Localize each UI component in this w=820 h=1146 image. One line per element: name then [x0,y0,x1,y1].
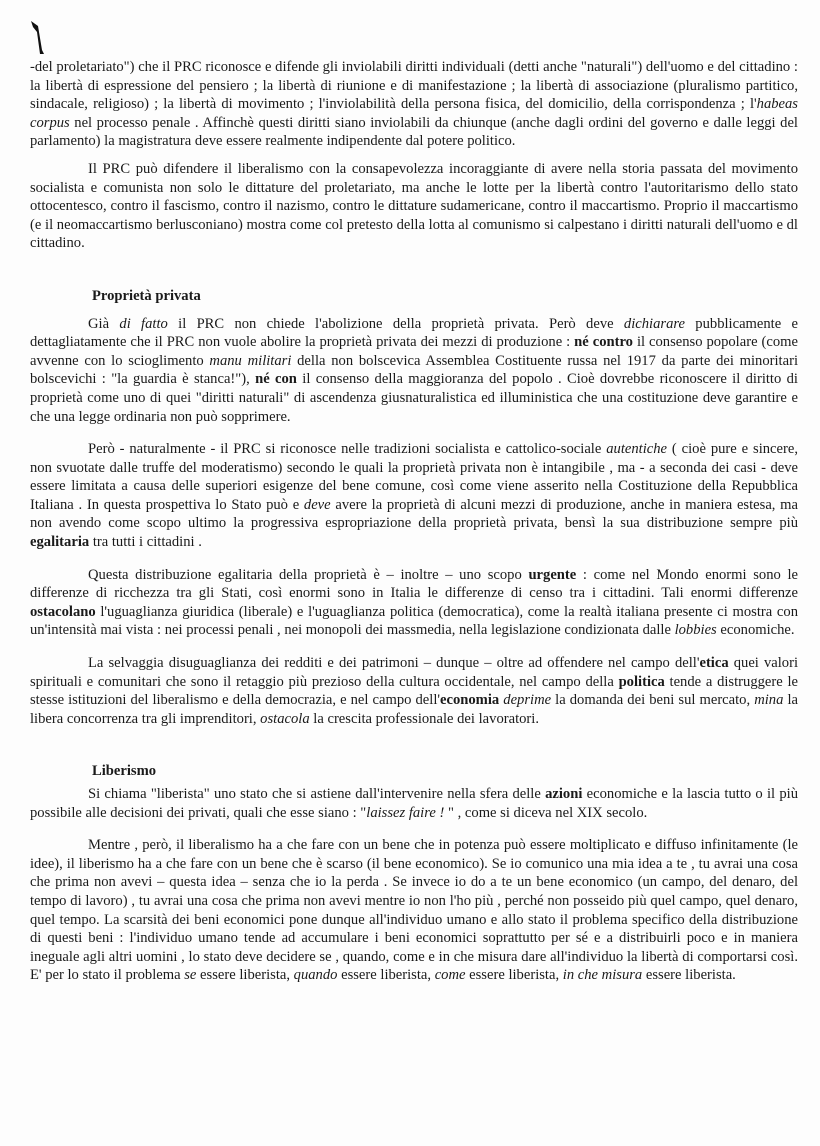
text-run: : come nel Mondo enormi sono le differenze di ricchezza tra gli Stati, così enormi sono in Italia le differenze di censo tra i cittadini. Tali enormi differenze [30,566,798,602]
bold-run: né contro [574,334,633,351]
text-run: essere liberista. [642,967,736,984]
italic-run: laissez faire ! [366,804,445,821]
italic-run: dichiarare [623,315,685,332]
text-run: La selvaggia disuguaglianza dei redditi e dei patrimoni – dunque – oltre ad offendere nel campo dell' [88,655,700,672]
paragraph-diritti [30,58,798,151]
text-run: -del proletariato") che il PRC riconosce e difende gli inviolabili diritti individuali (detti anche "naturali") dell'uomo e del cittadino : la libertà di espressione del pensiero ; la libertà di riunione e di manifestazione ; la libertà di associazione (pluralismo partitico, sindacale, religioso) ; la libertà di movimento ; l'inviolabilità della persona fisica, del domicilio, della corrispondenza ; l' [30,59,798,113]
bold-run: economia [440,692,500,709]
text-run: Mentre , però, il liberalismo ha a che fare con un bene che in potenza può essere moltiplicato e diffuso infinitamente (le idee), il liberismo ha a che fare con un bene che è scarso (il bene economico). Se io comunico una mia idea a te , tu avrai una cosa che prima non avevi – questa idea – senza che io la perda . Se invece io do a te un bene economico (un campo, del denaro, del tempo di lavoro) , tu avrai una cosa che prima non avevi mentre io non l'ho più , perché non posseido più quel campo, quel denaro, quel tempo. La scarsità dei beni economici pone dunque all'individuo umano e allo stato il problema specifico della distribuzione di questi beni : l'individuo umano tende ad accumulare i beni economici soprattutto per sé e a distribuirli poco e in maniera ineguale agli altri uomini , lo stato deve decidere se , quando, come e in che misura dare all'individuo la libertà di comportarsi così. E' per lo stato il problema [30,837,798,984]
italic-run: manu militari [209,352,292,369]
text-run: tende a distruggere le stesse istituzioni del liberalismo e della democrazia, e nel campo dell' [30,673,799,709]
paragraph-distribuzione [30,566,798,640]
paragraph-beni-economici [30,836,798,985]
bold-run: ostacolano [30,603,96,620]
bold-run: né con [255,371,297,388]
italic-run: deve [303,496,331,513]
italic-run: come [434,967,466,984]
italic-run: lobbies [674,622,717,639]
text-run: nel processo penale . Affinchè questi diritti siano inviolabili da chiunque (anche dagli ordini del governo e dalle leggi del parlamento) la magistratura deve essere realmente indipendente dal potere politico. [30,114,798,150]
text-run: economiche. [716,622,795,639]
text-run: Già [88,315,120,332]
italic-run: autentiche [606,441,668,458]
paragraph-disuguaglianza [30,654,798,728]
text-run: tra tutti i cittadini . [89,534,202,551]
italic-run: mina [754,692,784,709]
text-run: della non bolscevica Assemblea Costituente russa nel 1917 da parte dei minoritari bolscevichi : "la guardia è stanca!"), [30,352,799,388]
text-run: avere la proprietà di alcuni mezzi di produzione, anche in maniera estesa, ma non avendo come scopo ultimo la progressiva espropriazione della proprietà privata, bensì la sua distribuzione sempre più [30,496,799,532]
paragraph-liberista [30,785,798,822]
bold-run: azioni [545,786,583,802]
italic-run: di fatto [119,315,168,332]
text-run: Questa distribuzione egalitaria della proprietà è – inoltre – uno scopo [88,566,529,583]
text-run: l'uguaglianza giuridica (liberale) e l'uguaglianza politica (democratica), come la realtà italiana presente ci mostra con un'intensità mai vista : nei processi penali , nei monopoli dei massmedia, nella legislazione condizionata dalle [30,603,798,639]
paragraph-liberalismo: Il PRC può difendere il liberalismo con la consapevolezza incoraggiante di avere nella storia passata del movimento socialista e comunista non solo le dittature del proletariato, ma anche le lotte per la libertà contro l'autoritarismo dello stato ottocentesco, contro il fascismo, contro il nazismo, contro le dittature sudamericane, contro il maccartismo. Proprio il maccartismo (e il neomaccartismo berlusconiano) mostra come col pretesto della lotta al comunismo si calpestano i diritti naturali dell'uomo e dl cittadino. [30,160,798,252]
bold-run: urgente [528,566,577,583]
text-run: il consenso popolare (come avvenne con lo scioglimento [30,334,798,369]
text-run: essere liberista, [465,967,563,984]
text-run: il consenso della maggioranza del popolo . Cioè dovrebbe riconoscere il diritto di proprietà come uno di quei "diritti naturali" di ascendenza giusnaturalistica ed illuministica che una costituzione deve garantire e che una legge ordinaria non può sopprimere. [30,371,798,425]
italic-run: se [184,967,197,984]
text-run: ( cioè pure e sincere, non svuotate dalle truffe del moderatismo) secondo le quali la proprietà privata non è intangibile , ma - a seconda dei casi - deve essere limitata a causa delle superiori esigenze del bene comune, così come viene asserito nella Costituzione della Repubblica Italiana . In questa prospettiva lo Stato può e [30,441,798,513]
bold-run: politica [618,673,665,690]
text-run: quei valori spirituali e comunitari che sono il retaggio più prezioso della cultura occidentale, nel campo della [30,655,798,690]
bold-run: etica [699,655,729,672]
italic-run: deprime [503,692,552,709]
text-run: essere liberista, [337,967,435,984]
italic-run: in che misura [562,967,643,984]
text-run: il PRC non chiede l'abolizione della proprietà privata. Però deve [167,315,624,332]
pen-mark-icon [28,18,50,58]
italic-run: quando [293,967,338,984]
text-run: economiche e la lascia tutto o il più possibile alle decisioni dei privati, quali che esse siano : " [30,786,799,821]
bold-run: egalitaria [30,534,90,551]
italic-run: habeas corpus [30,96,798,131]
document-body [30,58,798,985]
paragraph-tradizioni [30,440,798,552]
text-run: essere liberista, [196,967,294,984]
text-run: " , come si diceva nel XIX secolo. [444,804,648,821]
italic-run: ostacola [260,710,310,727]
heading-proprieta-privata: Proprietà privata [92,287,201,304]
text-run: la domanda dei beni sul mercato, [551,692,755,709]
text-run: pubblicamente e dettagliatamente che il PRC non vuole abolire la proprietà privata dei mezzi di produzione : [30,315,798,351]
paragraph-proprieta-abolizione [30,315,798,427]
text-run: la crescita professionale dei lavoratori. [309,710,539,727]
text-run: Si chiama "liberista" uno stato che si astiene dall'intervenire nella sfera delle [88,786,546,802]
text-run: la libera concorrenza tra gli imprenditori, [30,692,798,727]
text-run: Però - naturalmente - il PRC si riconosce nelle tradizioni socialista e cattolico-sociale [88,441,607,458]
heading-liberismo: Liberismo [92,763,157,780]
